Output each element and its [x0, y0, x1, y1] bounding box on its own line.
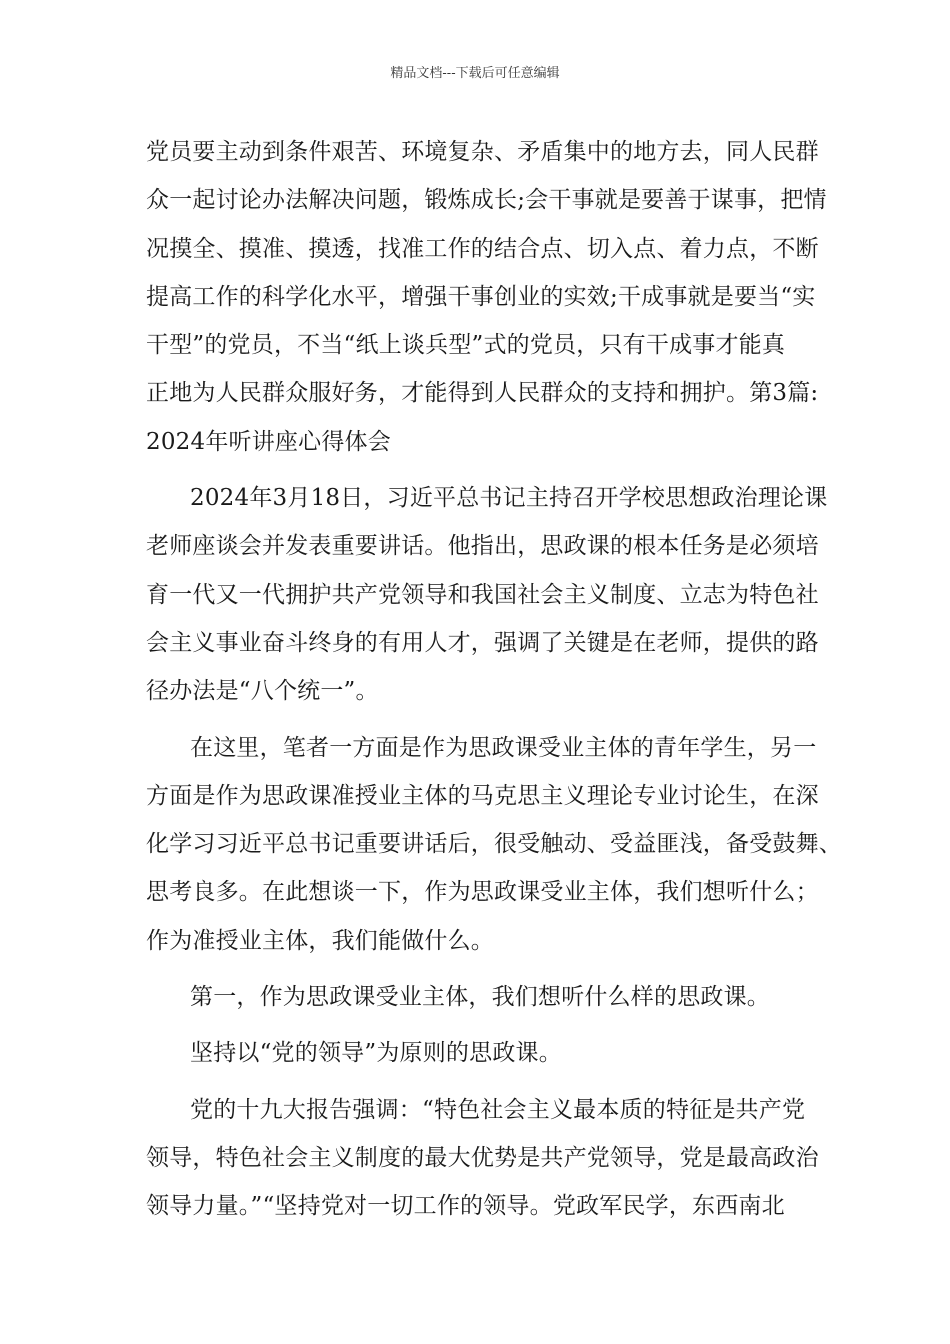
paragraph	[146, 1086, 819, 1231]
document-body	[146, 128, 842, 1231]
paragraph	[146, 1029, 806, 1077]
paragraph	[146, 474, 828, 715]
text-line: 党员要主动到条件艰苦、环境复杂、矛盾集中的地方去，同人民群	[146, 139, 819, 165]
text-line: 众一起讨论办法解决问题，锻炼成长;会干事就是要善于谋事，把情	[146, 187, 827, 214]
text-line: 干型”的党员，不当“纸上谈兵型”式的党员，只有干成事才能真	[146, 332, 786, 359]
text-line: 况摸全、摸准、摸透，找准工作的结合点、切入点、着力点，不断	[146, 235, 819, 262]
page-header: 精品文档---下载后可任意编辑	[390, 66, 560, 81]
paragraph	[146, 973, 806, 1021]
text-line: 领导力量。”“坚持党对一切工作的领导。党政军民学，东西南北	[146, 1193, 785, 1220]
text-line: 第一，作为思政课受业主体，我们想听什么样的思政课。	[190, 984, 770, 1011]
paragraph-gap	[146, 1078, 806, 1086]
text-line: 提高工作的科学化水平，增强干事创业的实效;干成事就是要当“实	[146, 283, 816, 310]
text-line: 党的十九大报告强调：“特色社会主义最本质的特征是共产党	[190, 1096, 806, 1123]
text-line: 径办法是“八个统一”。	[146, 678, 379, 705]
text-line: 领导，特色社会主义制度的最大优势是共产党领导，党是最高政治	[146, 1144, 819, 1171]
text-line: 2024年3月18日，习近平总书记主持召开学校思想政治理论课	[190, 485, 828, 512]
paragraph-gap	[146, 716, 806, 724]
paragraph	[146, 128, 827, 466]
text-line: 在这里，笔者一方面是作为思政课受业主体的青年学生，另一	[190, 734, 817, 761]
paragraph-gap	[146, 1021, 806, 1029]
paragraph-gap	[146, 466, 806, 474]
text-line: 坚持以“党的领导”为原则的思政课。	[190, 1040, 562, 1067]
paragraph	[146, 724, 842, 965]
text-line: 作为准授业主体，我们能做什么。	[146, 927, 494, 954]
text-line: 育一代又一代拥护共产党领导和我国社会主义制度、立志为特色社	[146, 581, 819, 608]
text-line: 方面是作为思政课准授业主体的马克思主义理论专业讨论生，在深	[146, 782, 819, 809]
text-line: 思考良多。在此想谈一下，作为思政课受业主体，我们想听什么；	[146, 879, 819, 906]
text-line: 2024年听讲座心得体会	[146, 428, 391, 455]
text-line: 正地为人民群众服好务，才能得到人民群众的支持和拥护。第3篇:	[146, 380, 819, 407]
text-line: 会主义事业奋斗终身的有用人才，强调了关键是在老师，提供的路	[146, 629, 819, 656]
paragraph-gap	[146, 965, 806, 973]
text-line: 老师座谈会并发表重要讲话。他指出，思政课的根本任务是必须培	[146, 533, 819, 560]
text-line: 化学习习近平总书记重要讲话后，很受触动、受益匪浅，备受鼓舞、	[146, 831, 842, 858]
